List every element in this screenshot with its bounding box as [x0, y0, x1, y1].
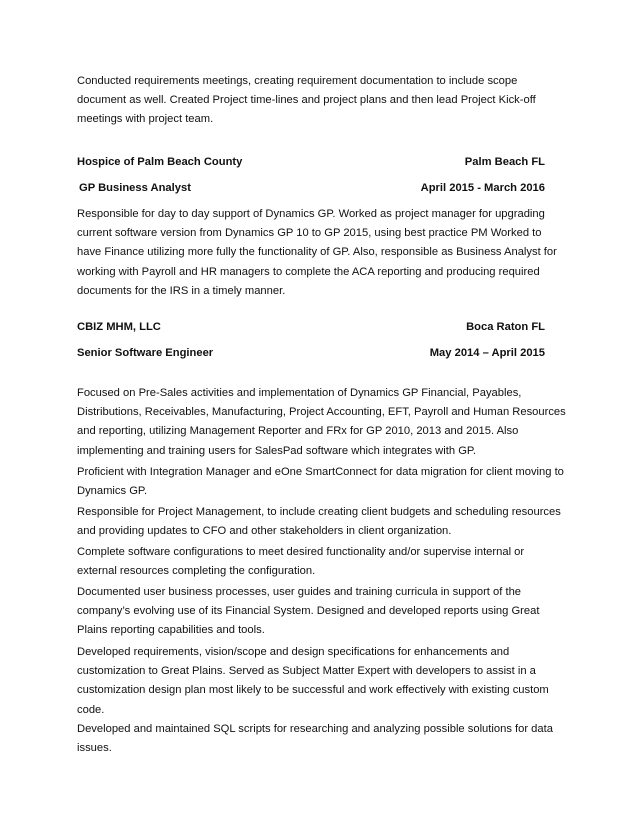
cbiz-paragraph-project-management: Responsible for Project Management, to include creating client budgets and scheduling resources and providing updates to CFO and other stakeholders in client organization.	[77, 506, 561, 538]
hospice-title-row	[79, 179, 545, 198]
hospice-location: Palm Beach FL	[464, 156, 545, 168]
cbiz-dates: May 2014 – April 2015	[429, 347, 545, 359]
intro-paragraph: Conducted requirements meetings, creating requirement documentation to include scope document as well. Created Project time-lines and project plans and then lead Project Kick-off meetings with project team.	[77, 75, 536, 126]
cbiz-paragraph-requirements: Developed requirements, vision/scope and design specifications for enhancements and customization to Great Plains. Served as Subject Matter Expert with developers to assist in a customization design plan most likely to be successful and work effectively with existing custom code.	[77, 646, 549, 716]
cbiz-company-name: CBIZ MHM, LLC	[77, 321, 161, 333]
hospice-company-name: Hospice of Palm Beach County	[77, 156, 243, 168]
cbiz-paragraph-integration: Proficient with Integration Manager and eOne SmartConnect for data migration for client moving to Dynamics GP.	[77, 466, 564, 498]
cbiz-location: Boca Raton FL	[466, 321, 545, 333]
cbiz-paragraph-documentation: Documented user business processes, user guides and training curricula in support of the company’s evolving use of its Financial System. Designed and developed reports using Great Plains reporting capabilities and tools.	[77, 586, 540, 637]
cbiz-paragraph-sql: Developed and maintained SQL scripts for researching and analyzing possible solutions for data issues.	[77, 723, 553, 755]
cbiz-paragraph-configuration: Complete software configurations to meet desired functionality and/or supervise internal or external resources completing the configuration.	[77, 546, 525, 578]
hospice-company-row	[77, 153, 545, 172]
cbiz-title-row	[77, 344, 545, 363]
cbiz-job-title: Senior Software Engineer	[77, 347, 214, 359]
hospice-dates: April 2015 - March 2016	[420, 182, 545, 194]
hospice-job-title: GP Business Analyst	[79, 182, 191, 194]
hospice-description: Responsible for day to day support of Dynamics GP. Worked as project manager for upgrading current software version from Dynamics GP 10 to GP 2015, using best practice PM Worked to have Finance utilizing more fully the functionality of GP. Also, responsible as Business Analyst for working with Payroll and HR managers to complete the ACA reporting and producing required documents for the IRS in a timely manner.	[77, 208, 557, 297]
cbiz-company-row	[77, 318, 545, 337]
cbiz-paragraph-presales: Focused on Pre-Sales activities and implementation of Dynamics GP Financial, Payables, Distributions, Receivables, Manufacturing, Project Accounting, EFT, Payroll and Human Resources and reporting, utilizing Management Reporter and FRx for GP 2010, 2013 and 2015. Also implementing and training users for SalesPad software which integrates with GP.	[77, 387, 566, 457]
